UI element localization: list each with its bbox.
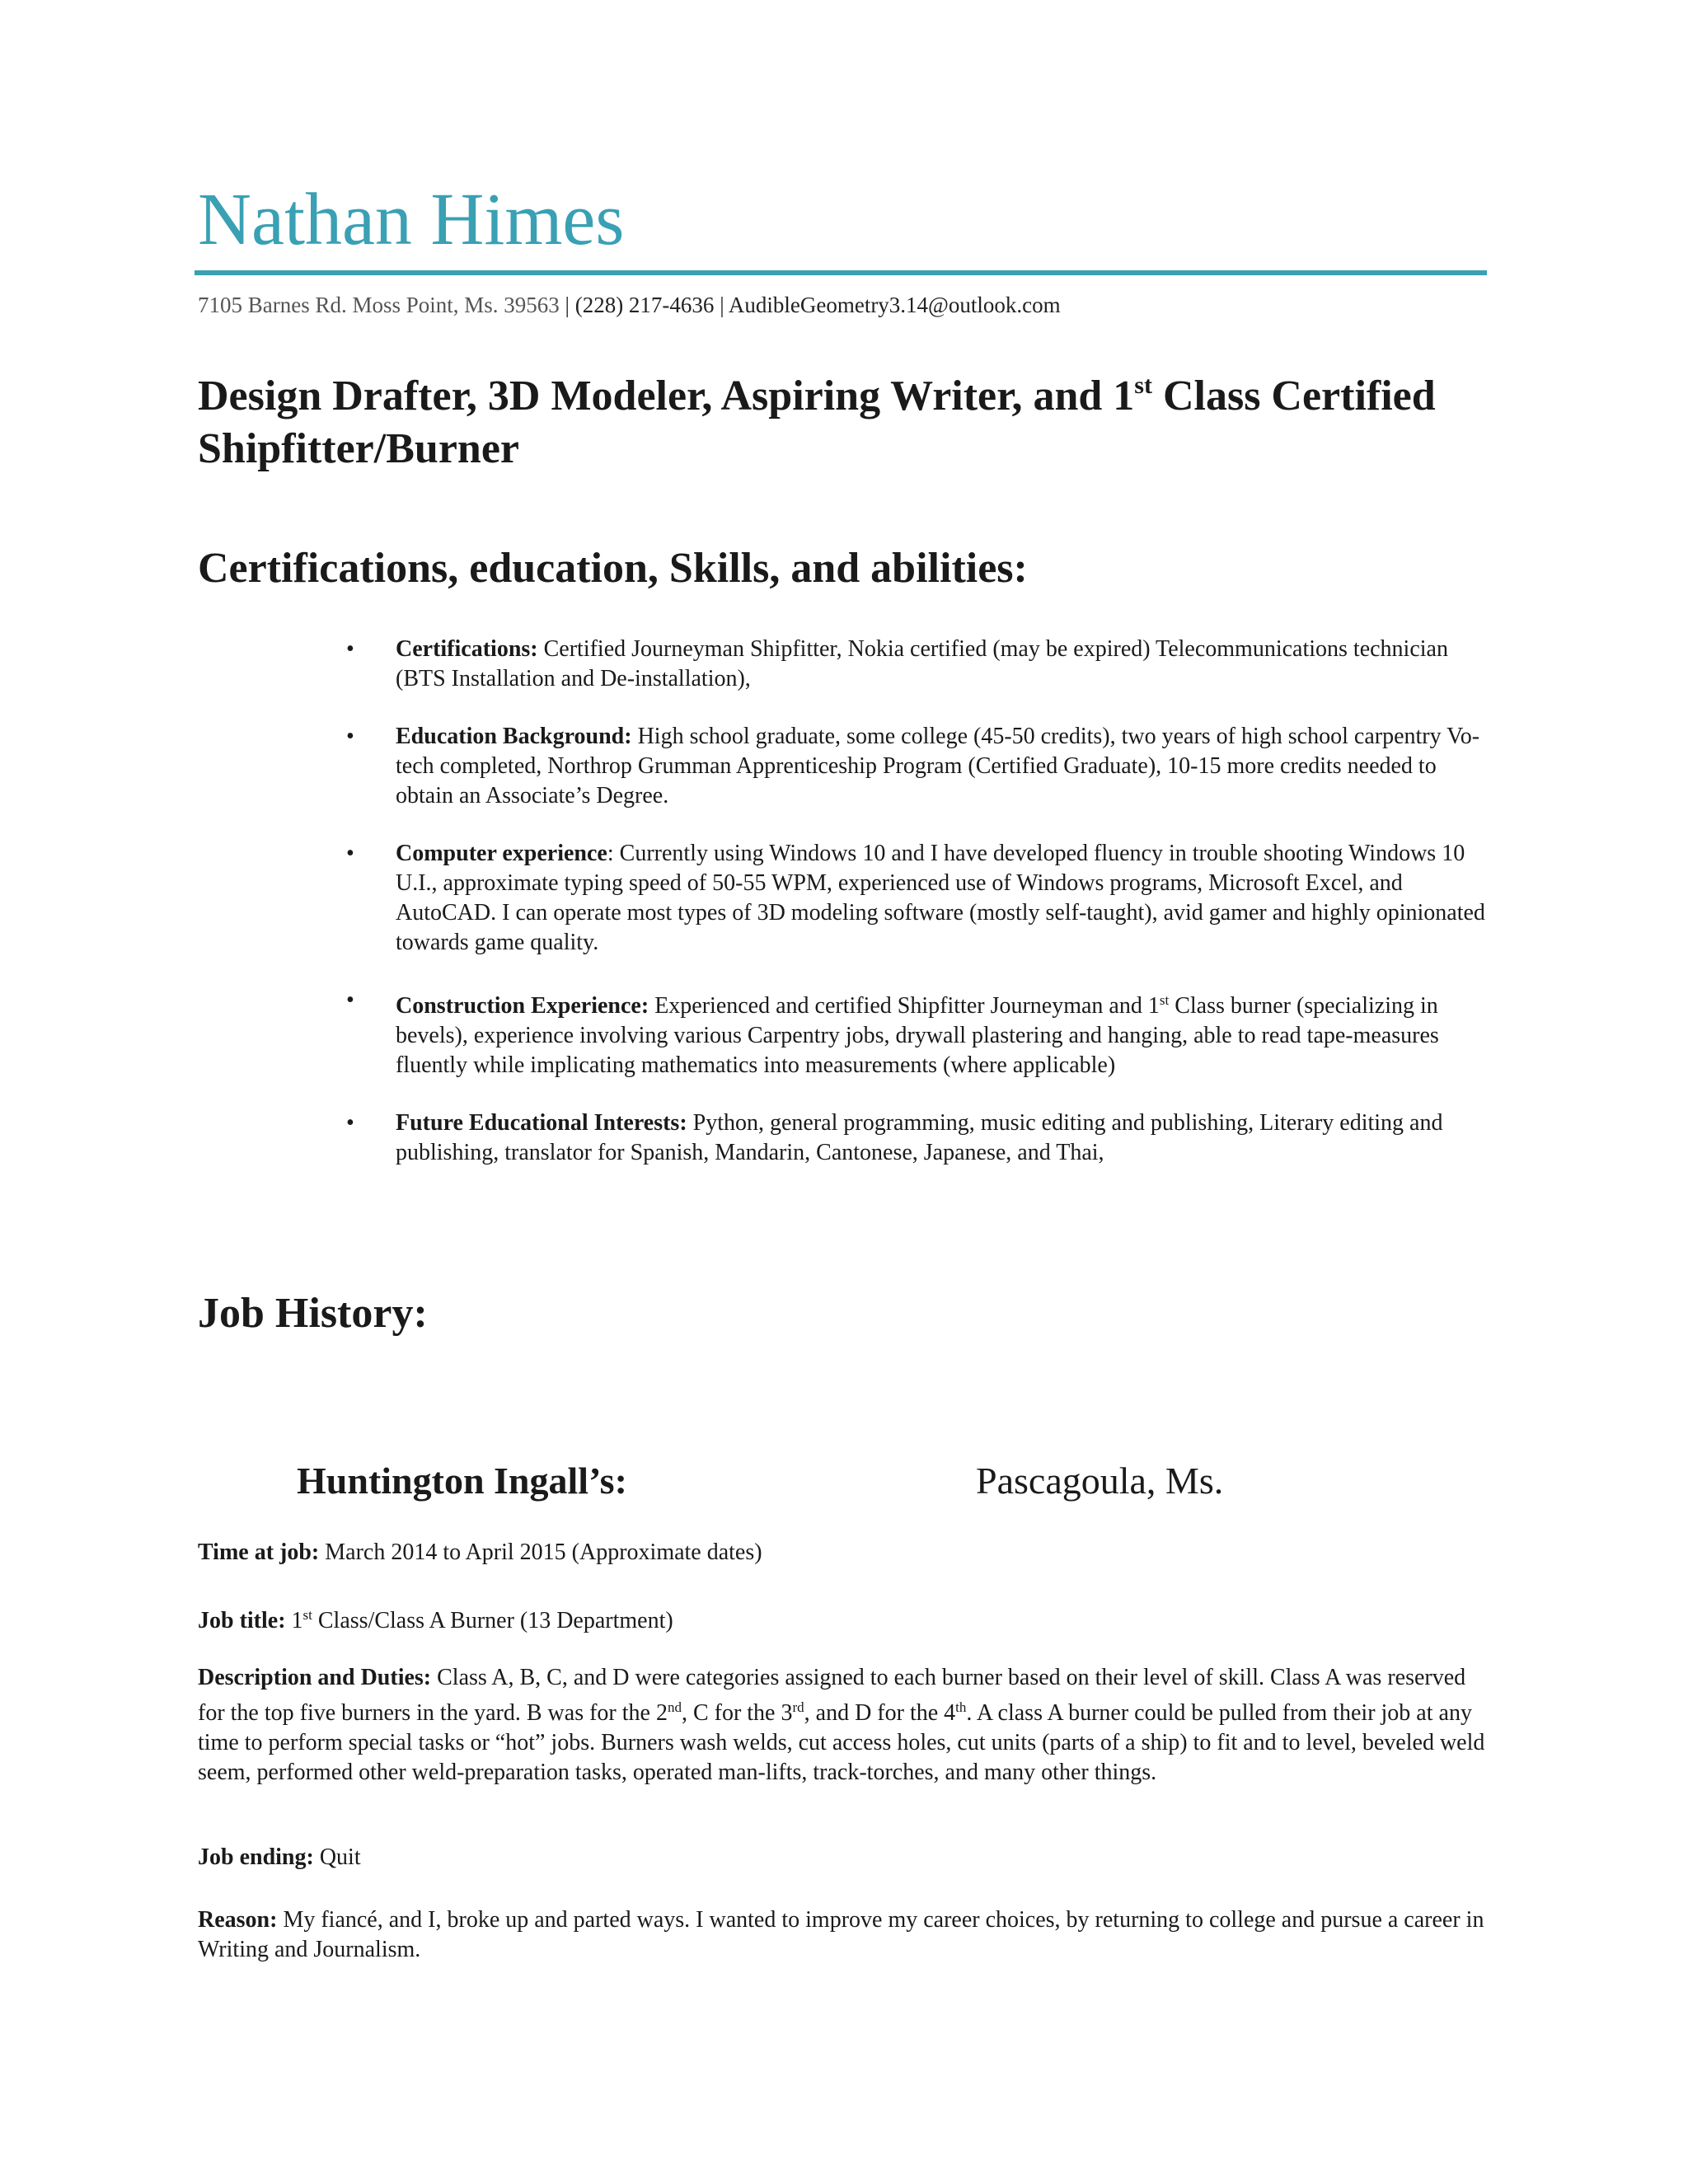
field-value: Class A, B, C, and D were categories assigned to each burner based on their level of skill. Class A was reserved for the top five burners in the yard. B was for the 2 <box>198 1665 1466 1726</box>
page-title: Nathan Himes <box>198 179 625 260</box>
bullet-icon: • <box>346 636 354 662</box>
field-value: , and D for the 4 <box>804 1700 956 1726</box>
contact-email: AudibleGeometry3.14@outlook.com <box>728 293 1061 317</box>
skills-list <box>346 635 1492 1196</box>
field-label: Reason: <box>198 1907 278 1933</box>
field-label: Time at job: <box>198 1540 320 1565</box>
contact-separator: | <box>714 293 729 317</box>
contact-separator: | <box>559 293 575 317</box>
list-item <box>346 839 1492 958</box>
skills-section-title: Certifications, education, Skills, and abilities: <box>198 545 1028 592</box>
field-value: March 2014 to April 2015 (Approximate dates) <box>319 1540 762 1565</box>
bullet-icon: • <box>346 724 354 749</box>
field-value: Class/Class A Burner (13 Department) <box>312 1608 673 1633</box>
item-text: Experienced and certified Shipfitter Journeyman and 1 <box>649 993 1160 1019</box>
item-sup: st <box>1159 992 1170 1008</box>
contact-address: 7105 Barnes Rd. Moss Point, Ms. 39563 <box>198 293 560 317</box>
field-label: Job title: <box>198 1608 286 1633</box>
field-sup: th <box>955 1699 967 1715</box>
list-item <box>346 986 1492 1080</box>
job-description <box>198 1663 1492 1788</box>
field-sup: rd <box>792 1699 804 1715</box>
item-label: Education Background: <box>396 724 632 749</box>
headline-part1: Design Drafter, 3D Modeler, Aspiring Writer, and 1 <box>198 373 1135 419</box>
item-text: Class burner (specializing in bevels), experience involving various Carpentry jobs, drywall plastering and hanging, able to read tape-measures fluently while implicating mathematics into measurements (where applicable) <box>396 993 1439 1078</box>
time-at-job <box>198 1538 1492 1568</box>
contact-phone: (228) 217-4636 <box>574 293 715 317</box>
contact-line <box>198 290 1061 320</box>
header-divider <box>195 270 1487 275</box>
bullet-icon: • <box>346 987 354 1013</box>
field-value: Quit <box>313 1844 361 1870</box>
company-row <box>297 1459 1368 1511</box>
company-name: Huntington Ingall’s: <box>297 1460 627 1502</box>
headline-part2: Class Certified Shipfitter/Burner <box>198 373 1436 472</box>
field-value: , C for the 3 <box>681 1700 793 1726</box>
list-item <box>346 1108 1492 1168</box>
field-sup: nd <box>667 1699 682 1715</box>
field-value: My fiancé, and I, broke up and parted ways. I wanted to improve my career choices, by returning to college and pursue a career in Writing and Journalism. <box>198 1907 1484 1962</box>
field-sup: st <box>302 1607 312 1623</box>
job-title <box>198 1601 1492 1636</box>
item-text: : Currently using Windows 10 and I have developed fluency in trouble shooting Windows 10 U.I., approximate typing speed of 50-55 WPM, experienced use of Windows programs, Microsoft Excel, and AutoCAD. I can operate most types of 3D modeling software (mostly self-taught), avid gamer and highly opinionated towards game quality. <box>396 841 1485 955</box>
bullet-icon: • <box>346 1110 354 1136</box>
job-reason <box>198 1905 1492 1965</box>
item-text: Certified Journeyman Shipfitter, Nokia certified (may be expired) Telecommunications technician (BTS Installation and De-installation), <box>396 636 1448 691</box>
field-value: . A class A burner could be pulled from their job at any time to perform special tasks or “hot” jobs. Burners wash welds, cut access holes, cut units (parts of a ship) to fit and to level, beveled weld seem, performed other weld-preparation tasks, operated man-lifts, track-torches, and many other things. <box>198 1700 1485 1785</box>
list-item <box>346 635 1492 694</box>
headline-sup: st <box>1134 372 1152 399</box>
item-label: Certifications: <box>396 636 538 662</box>
headline <box>198 359 1517 476</box>
field-label: Job ending: <box>198 1844 314 1870</box>
job-history-title: Job History: <box>198 1290 428 1337</box>
item-label: Construction Experience: <box>396 993 649 1019</box>
item-label: Future Educational Interests: <box>396 1110 687 1136</box>
bullet-icon: • <box>346 841 354 866</box>
field-label: Description and Duties: <box>198 1665 432 1690</box>
item-label: Computer experience <box>396 841 607 866</box>
list-item <box>346 722 1492 811</box>
company-location: Pascagoula, Ms. <box>976 1460 1224 1502</box>
item-text: Python, general programming, music editing and publishing, Literary editing and publishing, translator for Spanish, Mandarin, Cantonese, Japanese, and Thai, <box>396 1110 1443 1165</box>
job-ending <box>198 1843 1492 1872</box>
item-text: High school graduate, some college (45-50 credits), two years of high school carpentry Vo-tech completed, Northrop Grumman Apprenticeship Program (Certified Graduate), 10-15 more credits needed to obtain an Associate’s Degree. <box>396 724 1480 808</box>
field-value: 1 <box>285 1608 303 1633</box>
